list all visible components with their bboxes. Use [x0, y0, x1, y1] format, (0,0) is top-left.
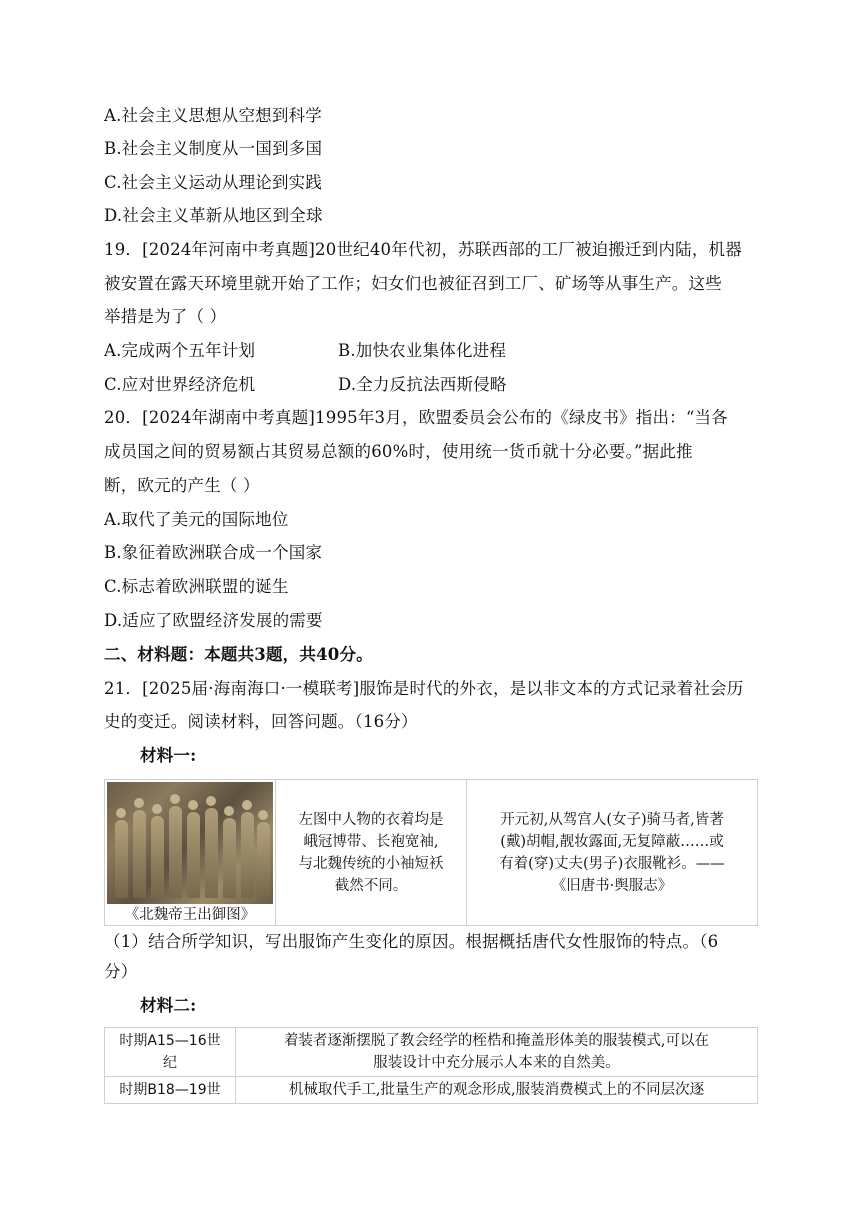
q18-option-c: C.社会主义运动从理论到实践 — [104, 173, 323, 192]
q20-option-b: B.象征着欧洲联合成一个国家 — [104, 543, 323, 562]
material2-table — [104, 1027, 758, 1104]
description-text: 机械取代手工,批量生产的观念形成,服装消费模式上的不同层次逐 — [288, 1082, 705, 1098]
table-row — [105, 1077, 758, 1104]
q19-option-c: C.应对世界经济危机 — [104, 375, 256, 394]
material1-label: 材料一: — [140, 746, 197, 765]
period-text: 时期A15—16世 — [119, 1033, 221, 1049]
description-line: 峨冠博带、长袍宽袖, — [303, 833, 439, 850]
relief-image — [107, 782, 273, 904]
q20-stem-line: 断，欧元的产生（ ） — [104, 476, 260, 495]
description-cell — [236, 1028, 758, 1077]
period-cell — [105, 1077, 236, 1104]
q20-option-c: C.标志着欧洲联盟的诞生 — [104, 577, 289, 596]
q20-stem-line: 成员国之间的贸易额占其贸易总额的60%时，使用统一货币就十分必要。”据此推 — [104, 442, 693, 461]
table-row — [105, 1028, 758, 1077]
image-caption: 《北魏帝王出御图》 — [124, 907, 256, 923]
material1-quote — [467, 780, 758, 926]
description-text: 服装设计中充分展示人本来的自然美。 — [373, 1055, 620, 1071]
period-cell — [105, 1028, 236, 1077]
q20-stem-line: 20．[2024年湖南中考真题]1995年3月，欧盟委员会公布的《绿皮书》指出：“当各 — [104, 408, 728, 427]
q19-option-b: B.加快农业集体化进程 — [338, 341, 507, 360]
material1-table — [104, 779, 758, 926]
quote-line: 《旧唐书·舆服志》 — [551, 877, 673, 894]
q19-option-a: A.完成两个五年计划 — [104, 341, 256, 360]
q19-stem-line: 被安置在露天环境里就开始了工作；妇女们也被征召到工厂、矿场等从事生产。这些 — [104, 274, 722, 293]
period-text: 时期B18—19世 — [119, 1082, 221, 1098]
sub-question-1-line: （1）结合所学知识，写出服饰产生变化的原因。根据概括唐代女性服饰的特点。（6 — [104, 932, 719, 951]
quote-line: (戴)胡帽,靓妆露面,无复障蔽……或 — [500, 833, 724, 850]
image-cell — [105, 780, 276, 926]
q20-option-d: D.适应了欧盟经济发展的需要 — [104, 611, 323, 630]
q19-options-row — [104, 373, 507, 397]
material2-label: 材料二: — [140, 996, 197, 1015]
description-line: 与北魏传统的小袖短袄 — [298, 855, 444, 872]
sub-question-1-line: 分） — [104, 962, 138, 981]
q19-options-row — [104, 339, 507, 363]
q20-option-a: A.取代了美元的国际地位 — [104, 510, 289, 529]
q19-stem-line: 19．[2024年河南中考真题]20世纪40年代初，苏联西部的工厂被迫搬迁到内陆，机器 — [104, 240, 742, 259]
q21-stem-line: 21．[2025届·海南海口·一模联考]服饰是时代的外衣，是以非文本的方式记录着社会历 — [104, 679, 744, 698]
description-line: 截然不同。 — [334, 877, 408, 894]
q18-option-a: A.社会主义思想从空想到科学 — [104, 106, 322, 125]
q21-stem-line: 史的变迁。阅读材料，回答问题。（16分） — [104, 712, 418, 731]
quote-line: 开元初,从驾宫人(女子)骑马者,皆著 — [500, 811, 724, 828]
q18-option-d: D.社会主义革新从地区到全球 — [104, 206, 323, 225]
section-heading: 二、材料题：本题共3题，共40分。 — [104, 645, 373, 664]
material1-description — [276, 780, 467, 926]
period-text: 纪 — [163, 1055, 177, 1071]
q18-option-b: B.社会主义制度从一国到多国 — [104, 139, 323, 158]
q19-stem-line: 举措是为了（ ） — [104, 307, 227, 326]
description-line: 左图中人物的衣着均是 — [298, 811, 444, 828]
description-cell — [236, 1077, 758, 1104]
quote-line: 有着(穿)丈夫(男子)衣服靴衫。—— — [499, 855, 725, 872]
description-text: 着装者逐渐摆脱了教会经学的桎梏和掩盖形体美的服装模式,可以在 — [283, 1033, 710, 1049]
q19-option-d: D.全力反抗法西斯侵略 — [338, 375, 507, 394]
